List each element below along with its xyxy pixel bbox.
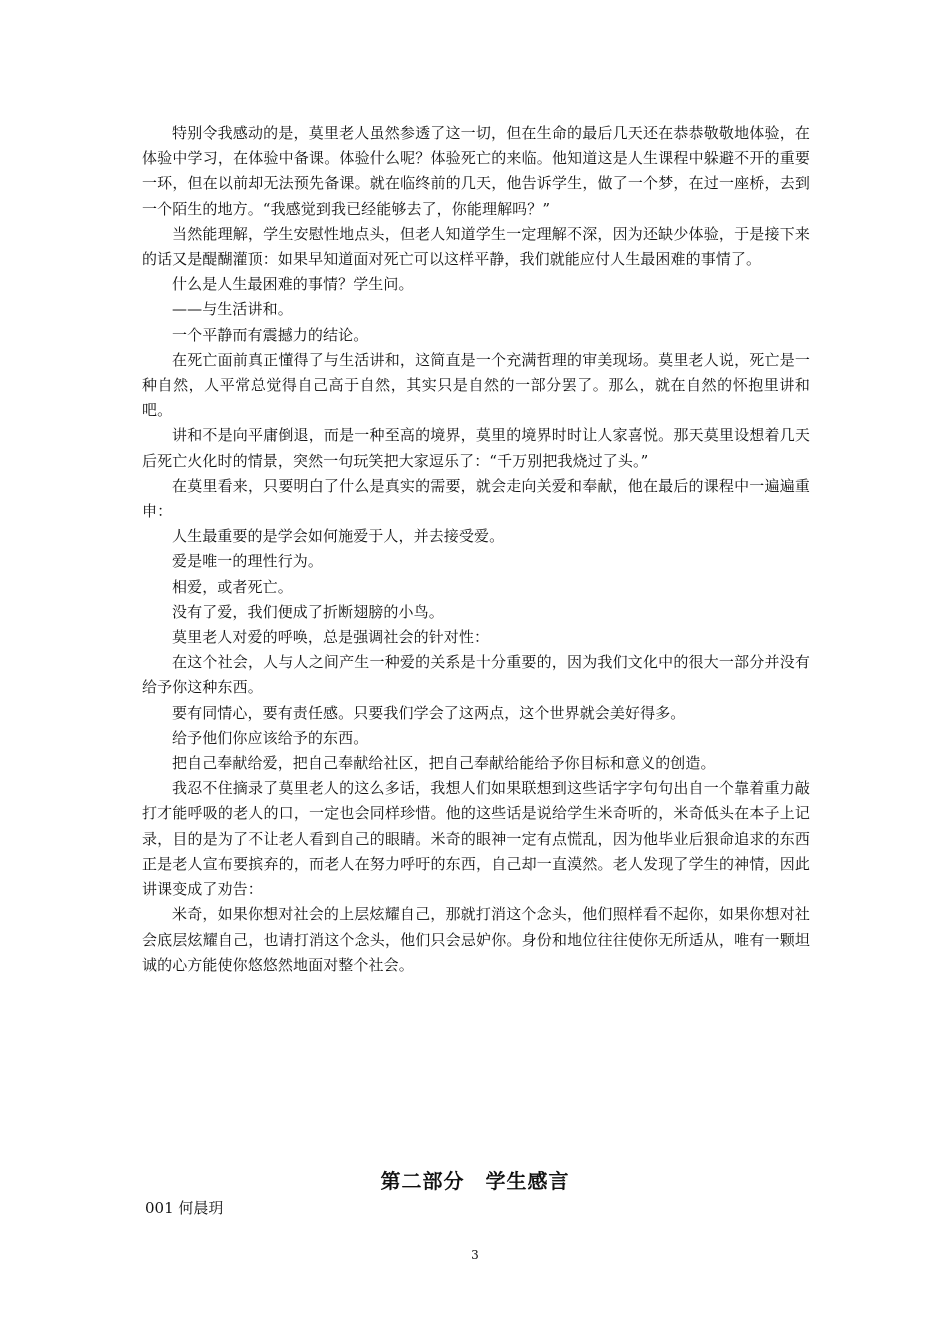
paragraph: 在莫里看来，只要明白了什么是真实的需要，就会走向关爱和奉献，他在最后的课程中一遍遍重申： (142, 476, 810, 521)
paragraph: 相爱，或者死亡。 (172, 577, 293, 596)
paragraph: 在这个社会，人与人之间产生一种爱的关系是十分重要的，因为我们文化中的很大一部分并没有给予你这种东西。 (142, 653, 810, 697)
section-title: 第二部分 学生感言 (380, 1169, 570, 1193)
paragraph: ——与生活讲和。 (172, 300, 293, 319)
paragraph: 人生最重要的是学会如何施爱于人，并去接受爱。 (172, 527, 505, 546)
paragraph: 米奇，如果你想对社会的上层炫耀自己，那就打消这个念头，他们照样看不起你，如果你想对社会底层炫耀自己，也请打消这个念头，他们只会忌妒你。身份和地位往往使你无所适从，唯有一颗坦诚的心方能使你悠悠然地面对整个社会。 (142, 905, 810, 974)
paragraph: 把自己奉献给爱，把自己奉献给社区，把自己奉献给能给予你目标和意义的创造。 (172, 754, 716, 773)
body-text (142, 121, 810, 978)
paragraph: 特别令我感动的是，莫里老人虽然参透了这一切，但在生命的最后几天还在恭恭敬敬地体验，在体验中学习，在体验中备课。体验什么呢？体验死亡的来临。他知道这是人生课程中躲避不开的重要一环，但在以前却无法预先备课。就在临终前的几天，他告诉学生，做了一个梦，在过一座桥，去到一个陌生的地方。“我感觉到我已经能够去了，你能理解吗？” (142, 124, 810, 218)
paragraph: 要有同情心，要有责任感。只要我们学会了这两点，这个世界就会美好得多。 (172, 703, 686, 722)
paragraph: 我忍不住摘录了莫里老人的这么多话，我想人们如果联想到这些话字字句句出自一个靠着重力敲打才能呼吸的老人的口，一定也会同样珍惜。他的这些话是说给学生米奇听的，米奇低头在本子上记录，目的是为了不让老人看到自己的眼睛。米奇的眼神一定有点慌乱，因为他毕业后狠命追求的东西正是老人宣布要摈弃的，而老人在努力呼吁的东西，自己却一直漠然。老人发现了学生的神情，因此讲课变成了劝告： (142, 779, 810, 899)
paragraph: 一个平静而有震撼力的结论。 (172, 325, 369, 344)
paragraph: 没有了爱，我们便成了折断翅膀的小鸟。 (172, 602, 444, 621)
page-number: 3 (471, 1248, 479, 1262)
paragraph: 给予他们你应该给予的东西。 (172, 728, 369, 747)
paragraph: 什么是人生最困难的事情？学生问。 (172, 275, 414, 294)
paragraph: 在死亡面前真正懂得了与生活讲和，这简直是一个充满哲理的审美现场。莫里老人说，死亡是一种自然，人平常总觉得自己高于自然，其实只是自然的一部分罢了。那么，就在自然的怀抱里讲和吧。 (142, 350, 810, 420)
paragraph: 莫里老人对爱的呼唤，总是强调社会的针对性： (172, 628, 490, 647)
paragraph: 讲和不是向平庸倒退，而是一种至高的境界，莫里的境界时时让人家喜悦。那天莫里设想着几天后死亡火化时的情景，突然一句玩笑把大家逗乐了：“千万别把我烧过了头。” (142, 426, 810, 470)
entry-heading: 001 何晨玥 (145, 1199, 224, 1217)
paragraph: 爱是唯一的理性行为。 (172, 552, 324, 571)
paragraph: 当然能理解，学生安慰性地点头，但老人知道学生一定理解不深，因为还缺少体验，于是接下来的话又是醍醐灌顶：如果早知道面对死亡可以这样平静，我们就能应付人生最困难的事情了。 (142, 224, 810, 269)
